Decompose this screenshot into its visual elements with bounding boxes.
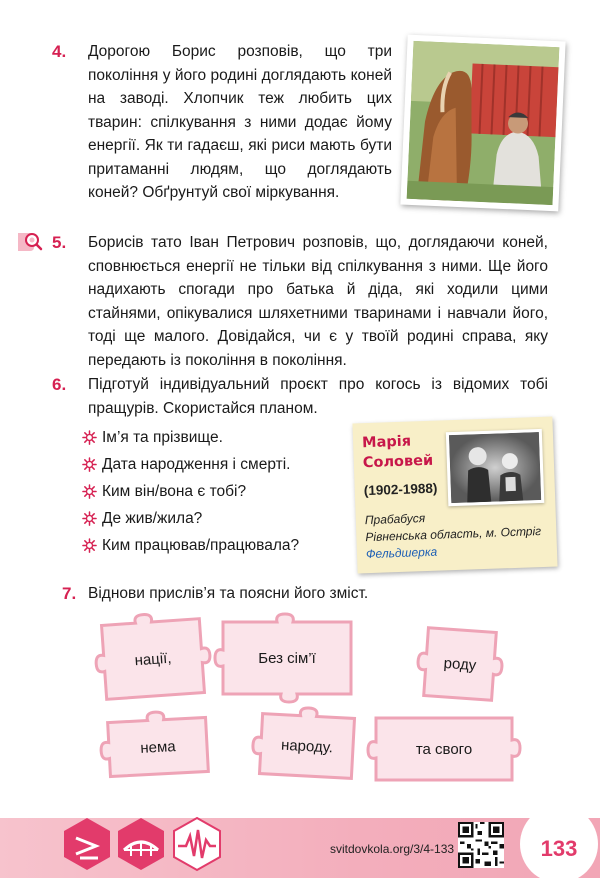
- ancestor-info: [365, 506, 542, 563]
- task-text: Дорогою Борис розповів, що три покоління у його родині доглядають коней на заводі. Хлопчик теж любить цих тварин: спілкування з ними додає йому енергії. Як ти гадаєш, які риси мають бути притаманні людям, що доглядають коней? Обґрунтуй свої міркування.: [88, 43, 392, 201]
- footer-url[interactable]: svitdovkola.org/3/4-133: [330, 842, 455, 856]
- qr-code-icon[interactable]: [458, 822, 504, 868]
- puzzle-word: роду: [443, 654, 477, 674]
- star-bullet-icon: [82, 511, 97, 526]
- project-plan-list: [82, 427, 352, 562]
- puzzle-piece[interactable]: [101, 711, 214, 783]
- plan-item-text: Ім’я та прізвище.: [102, 429, 223, 446]
- old-family-photo: [446, 429, 545, 506]
- plan-item: [82, 535, 352, 562]
- pulse-hex-icon: [172, 816, 222, 872]
- task-text: Віднови прислів’я та поясни його зміст.: [88, 585, 369, 602]
- puzzle-piece[interactable]: [217, 616, 357, 700]
- horse-photo: [400, 35, 565, 212]
- task-number: 7.: [62, 584, 77, 603]
- puzzle-piece[interactable]: [95, 612, 211, 705]
- ancestor-place: Рівненська область, м. Остріг: [365, 524, 542, 545]
- task-7: [62, 582, 462, 606]
- task-6: [52, 373, 548, 420]
- ancestor-card: [352, 417, 557, 574]
- plan-item: [82, 454, 352, 481]
- task-number: 6.: [52, 375, 67, 394]
- plan-item: [82, 508, 352, 535]
- puzzle-word: нема: [139, 737, 177, 757]
- puzzle-word: та свого: [415, 740, 473, 758]
- task-4: [52, 40, 392, 205]
- ancestor-last-name: Соловей: [362, 452, 434, 472]
- task-5: [52, 231, 548, 372]
- plan-item: [82, 427, 352, 454]
- puzzle-piece[interactable]: [370, 712, 518, 786]
- plan-item: [82, 481, 352, 508]
- bridge-hex-icon: [116, 816, 166, 872]
- star-bullet-icon: [82, 457, 97, 472]
- ancestor-job: Фельдшерка: [365, 544, 438, 562]
- task-text: Підготуй індивідуальний проєкт про когось із відомих тобі пращурів. Скористайся планом.: [88, 376, 548, 417]
- star-bullet-icon: [82, 430, 97, 445]
- puzzle-word: нації,: [133, 649, 172, 669]
- magnifier-icon: [18, 231, 46, 253]
- puzzle-word: Без сім’ї: [258, 649, 316, 667]
- plan-item-text: Ким працював/працювала?: [102, 537, 300, 554]
- plan-item-text: Дата народження і смерті.: [102, 456, 291, 473]
- compare-hex-icon: [62, 816, 112, 872]
- star-bullet-icon: [82, 484, 97, 499]
- star-bullet-icon: [82, 538, 97, 553]
- puzzle-word: народу.: [280, 736, 334, 756]
- task-text: Борисів тато Іван Петрович розповів, що, доглядаючи коней, сповнюється енергії не тільки від спілкування з ними. Ще його надихають спогади про батька й діда, які ходили цими стайнями, опікувалися шляхетними тваринами і навчали його, тоді ще малого. Довідайся, чи є у твоїй родині справа, яку передають із покоління в покоління.: [88, 234, 548, 369]
- plan-item-text: Ким він/вона є тобі?: [102, 483, 247, 500]
- page-number: 133: [540, 836, 578, 861]
- ancestor-name: [362, 431, 434, 473]
- ancestor-years: (1902-1988): [363, 480, 438, 499]
- ancestor-relation: Прабабуся: [364, 511, 426, 528]
- puzzle-piece[interactable]: [417, 621, 502, 706]
- puzzle-piece[interactable]: [253, 707, 361, 784]
- task-number: 5.: [52, 233, 67, 252]
- plan-item-text: Де жив/жила?: [102, 510, 203, 527]
- ancestor-first-name: Марія: [361, 433, 412, 452]
- task-number: 4.: [52, 42, 67, 61]
